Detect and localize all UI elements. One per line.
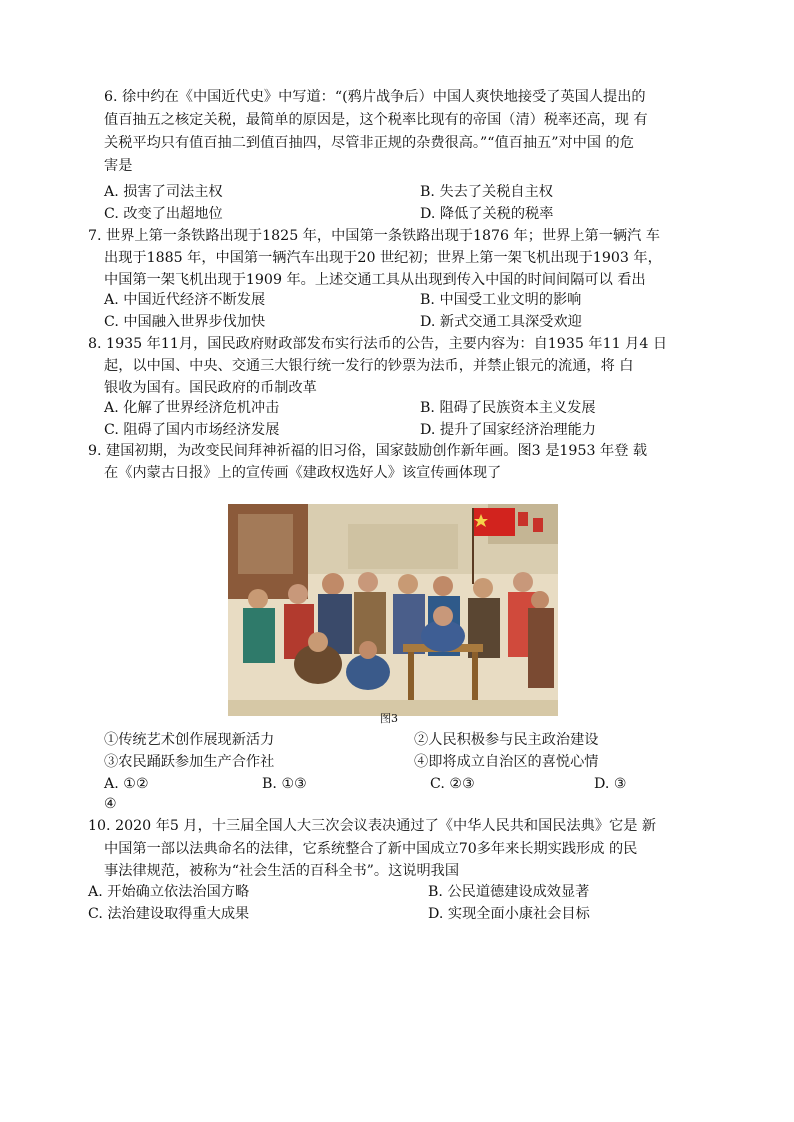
q7-line-3: 中国第一架飞机出现于1909 年。上述交通工具从出现到传入中国的时间间隔可以 看出 (104, 272, 646, 288)
q10-option-b[interactable]: B. 公民道德建设成效显著 (428, 884, 590, 900)
q9-statement-4: ④即将成立自治区的喜悦心情 (414, 754, 599, 770)
q8-line-1: 8. 1935 年11月，国民政府财政部发布实行法币的公告，主要内容为：自1935 年11 月4 日 (88, 336, 668, 352)
q7-option-b[interactable]: B. 中国受工业文明的影响 (420, 292, 582, 308)
q8-option-d[interactable]: D. 提升了国家经济治理能力 (420, 422, 596, 438)
q6-option-a[interactable]: A. 损害了司法主权 (104, 184, 223, 200)
q8-line-2: 起，以中国、中央、交通三大银行统一发行的钞票为法币，并禁止银元的流通，将 白 (104, 358, 634, 374)
q6-option-b[interactable]: B. 失去了关税自主权 (420, 184, 553, 200)
q6-option-c[interactable]: C. 改变了出超地位 (104, 206, 223, 222)
q10-option-d[interactable]: D. 实现全面小康社会目标 (428, 906, 590, 922)
q9-option-a[interactable]: A. ①② (104, 776, 149, 792)
q9-statement-2: ②人民积极参与民主政治建设 (414, 732, 599, 748)
q9-statement-1: ①传统艺术创作展现新活力 (104, 732, 275, 748)
q10-line-1: 10. 2020 年5 月，十三届全国人大三次会议表决通过了《中华人民共和国民法典》它是 新 (88, 818, 657, 834)
propaganda-poster-image (228, 504, 558, 716)
figure-caption: 图3 (380, 712, 398, 725)
q7-option-c[interactable]: C. 中国融入世界步伐加快 (104, 314, 266, 330)
q10-line-2: 中国第一部以法典命名的法律，它系统整合了新中国成立70多年来长期实践形成 的民 (104, 841, 638, 857)
q6-line-2: 值百抽五之核定关税，最简单的原因是，这个税率比现有的帝国（清）税率还高，现 有 (104, 112, 648, 128)
q10-option-a[interactable]: A. 开始确立依法治国方略 (88, 884, 250, 900)
q9-statement-3: ③农民踊跃参加生产合作社 (104, 754, 275, 770)
q8-option-c[interactable]: C. 阻碍了国内市场经济发展 (104, 422, 280, 438)
q9-line-1: 9. 建国初期，为改变民间拜神祈福的旧习俗，国家鼓励创作新年画。图3 是1953 年登 载 (88, 443, 648, 459)
q6-option-d[interactable]: D. 降低了关税的税率 (420, 206, 554, 222)
q6-line-4: 害是 (104, 158, 133, 174)
q7-option-d[interactable]: D. 新式交通工具深受欢迎 (420, 314, 582, 330)
q9-option-c[interactable]: C. ②③ (430, 776, 475, 792)
q8-line-3: 银收为国有。国民政府的币制改革 (104, 380, 317, 396)
q9-option-d[interactable]: D. ③ (594, 776, 627, 792)
q9-option-d-continued: ④ (104, 796, 117, 812)
q10-option-c[interactable]: C. 法治建设取得重大成果 (88, 906, 250, 922)
q7-line-2: 出现于1885 年，中国第一辆汽车出现于20 世纪初；世界上第一架飞机出现于1903 年， (104, 250, 662, 266)
q6-line-1: 6. 徐中约在《中国近代史》中写道：“(鸦片战争后）中国人爽快地接受了英国人提出的 (104, 89, 646, 105)
q10-line-3: 事法律规范，被称为“社会生活的百科全书”。这说明我国 (104, 863, 460, 879)
q6-line-3: 关税平均只有值百抽二到值百抽四，尽管非正规的杂费很高。”“值百抽五”对中国 的危 (104, 135, 634, 151)
q8-option-b[interactable]: B. 阻碍了民族资本主义发展 (420, 400, 596, 416)
q7-line-1: 7. 世界上第一条铁路出现于1825 年，中国第一条铁路出现于1876 年；世界上第一辆汽 车 (88, 228, 660, 244)
q9-option-b[interactable]: B. ①③ (262, 776, 307, 792)
q9-line-2: 在《内蒙古日报》上的宣传画《建政权选好人》该宣传画体现了 (104, 465, 502, 481)
q8-option-a[interactable]: A. 化解了世界经济危机冲击 (104, 400, 280, 416)
q7-option-a[interactable]: A. 中国近代经济不断发展 (104, 292, 266, 308)
